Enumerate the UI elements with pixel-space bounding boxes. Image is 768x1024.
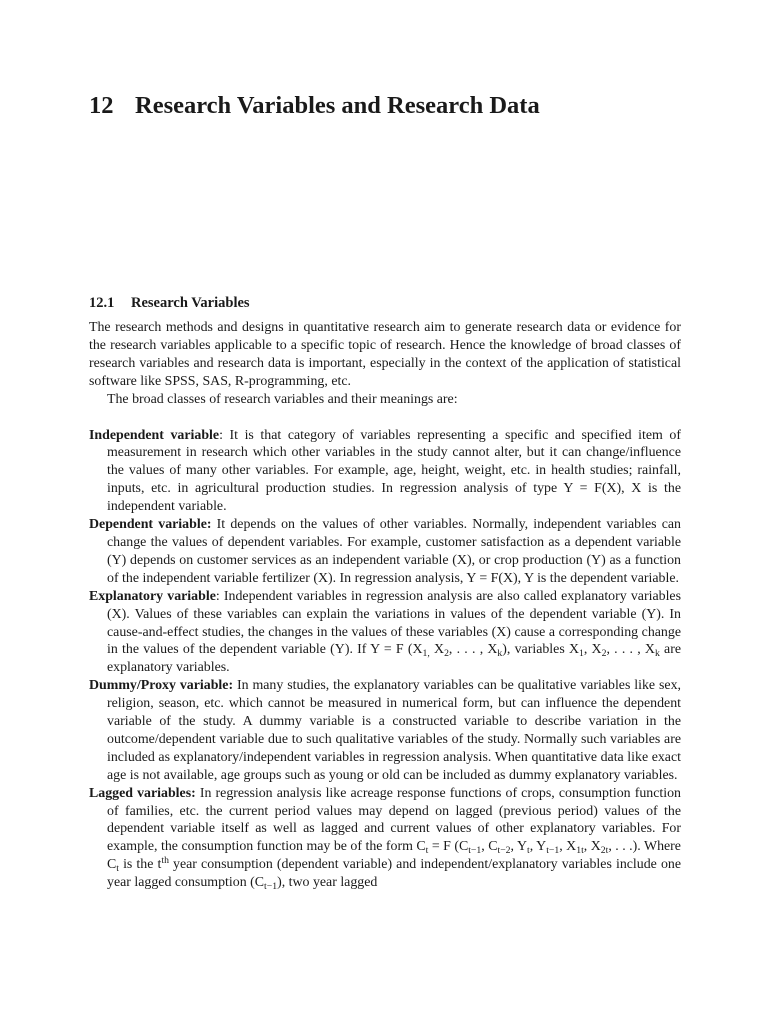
definition-term: Dependent variable: — [89, 517, 212, 533]
section-body — [89, 319, 681, 892]
subscript: t−1 — [468, 845, 482, 857]
section-number: 12.1 — [89, 295, 115, 311]
definition-text: is the t — [118, 857, 162, 873]
definition-text: In many studies, the explanatory variables can be qualitative variables like sex, religion, season, etc. which cannot be measured in numerical form, but can influence the dependent variable of the study. A dummy variable is a constructed variable to describe variation in the outcome/dependent variable due to such qualitative variables of the study. Normally such variables are included as explanatory/independent variables in regression analysis. When quantitative data like exact age is not available, age groups such as young or old can be included as dummy explanatory variables. — [107, 678, 681, 783]
intro-lead-in: The broad classes of research variables and their meanings are: — [107, 391, 458, 407]
definition-text: In regression analysis like acreage response functions of crops, consumption function of families, etc. the current period values may depend on lagged (previous period) values of the dependent variable itself as well as lagged and current values of other explanatory variables. For example, the consumption function may be of the form C — [107, 785, 682, 855]
subscript: 1, — [422, 648, 430, 660]
subscript: t — [527, 845, 530, 857]
chapter-title-text: Research Variables and Research Data — [135, 92, 540, 119]
definition-explanatory-variable — [89, 588, 681, 678]
definition-text: X — [429, 642, 445, 658]
definition-term: Dummy/Proxy variable: — [89, 678, 234, 694]
definition-dummy-proxy-variable — [89, 677, 681, 784]
subscript: t — [116, 863, 119, 875]
chapter-title — [89, 90, 709, 122]
subscript: 2 — [444, 648, 449, 660]
chapter-number: 12 — [89, 92, 114, 119]
subscript: 1 — [579, 648, 584, 660]
definition-text: , . . . , X — [448, 642, 498, 658]
definition-term: Explanatory variable — [89, 588, 216, 604]
definition-text: , . . . , X — [606, 642, 655, 658]
definition-text: ), two year lagged — [277, 875, 378, 891]
subscript: 2t — [600, 845, 609, 857]
subscript: 2 — [601, 648, 607, 660]
definition-dependent-variable — [89, 516, 681, 588]
definition-independent-variable — [89, 427, 681, 517]
definition-text: = F (C — [428, 839, 469, 855]
definition-lagged-variables — [89, 785, 681, 892]
subscript: t−2 — [497, 845, 511, 857]
definition-text: , . . .). Where C — [107, 839, 681, 873]
definition-text: are explanatory variables. — [107, 642, 681, 676]
intro-paragraph: The research methods and designs in quantitative research aim to generate research data or evidence for the research variables applicable to a specific topic of research. Hence the knowledge of broad classes of research variables and research data is important, especially in the context of the application of statistical software like SPSS, SAS, R-programming, etc. — [89, 320, 681, 389]
subscript: k — [497, 648, 503, 660]
superscript: th — [161, 855, 169, 867]
paragraph-gap — [89, 409, 681, 427]
definition-text: , Y — [510, 839, 528, 855]
section-title-text: Research Variables — [131, 295, 250, 311]
definition-term: Independent variable — [89, 427, 220, 443]
subscript: k — [654, 648, 660, 660]
definition-text: , X — [559, 839, 577, 855]
definition-text: , C — [481, 839, 498, 855]
section-heading — [89, 293, 250, 313]
definition-text: year consumption (dependent variable) and independent/explanatory variables include one year lagged consumption (C — [107, 857, 682, 891]
definition-term: Lagged variables: — [89, 785, 196, 801]
definition-text: : It is that category of variables representing a specific and specified item of measurement in research which other variables in the study cannot alter, but it can change/influence the values of many other variables. For example, age, height, weight, etc. in health studies; rainfall, inputs, etc. in agricultural production studies. In regression analysis of type Y = F(X), X is the independent variable. — [107, 427, 681, 515]
definition-text: It depends on the values of other variables. Normally, independent variables can change the values of dependent variables. For example, customer satisfaction as a dependent variable (Y) depends on customer services as an independent variable (X), or crop production (Y) as a function of the independent variable fertilizer (X). In regression analysis, Y = F(X), Y is the dependent variable. — [107, 517, 681, 586]
subscript: 1t — [576, 845, 584, 857]
definition-text: : Independent variables in regression analysis are also called explanatory variables (X). Values of these variables can explain the variations in values of the dependent variable (Y). In cause-and-effect studies, the changes in the values of these variables (X) cause a corresponding change in the values of the dependent variable (Y). If Y = F (X — [107, 588, 681, 658]
definition-text: ), variables X — [502, 642, 579, 658]
definition-text: , X — [583, 642, 602, 658]
subscript: t−1 — [264, 881, 278, 893]
definition-text: , Y — [529, 839, 547, 855]
subscript: t — [425, 845, 429, 857]
subscript: t−1 — [546, 845, 560, 857]
definition-text: , X — [583, 839, 601, 855]
